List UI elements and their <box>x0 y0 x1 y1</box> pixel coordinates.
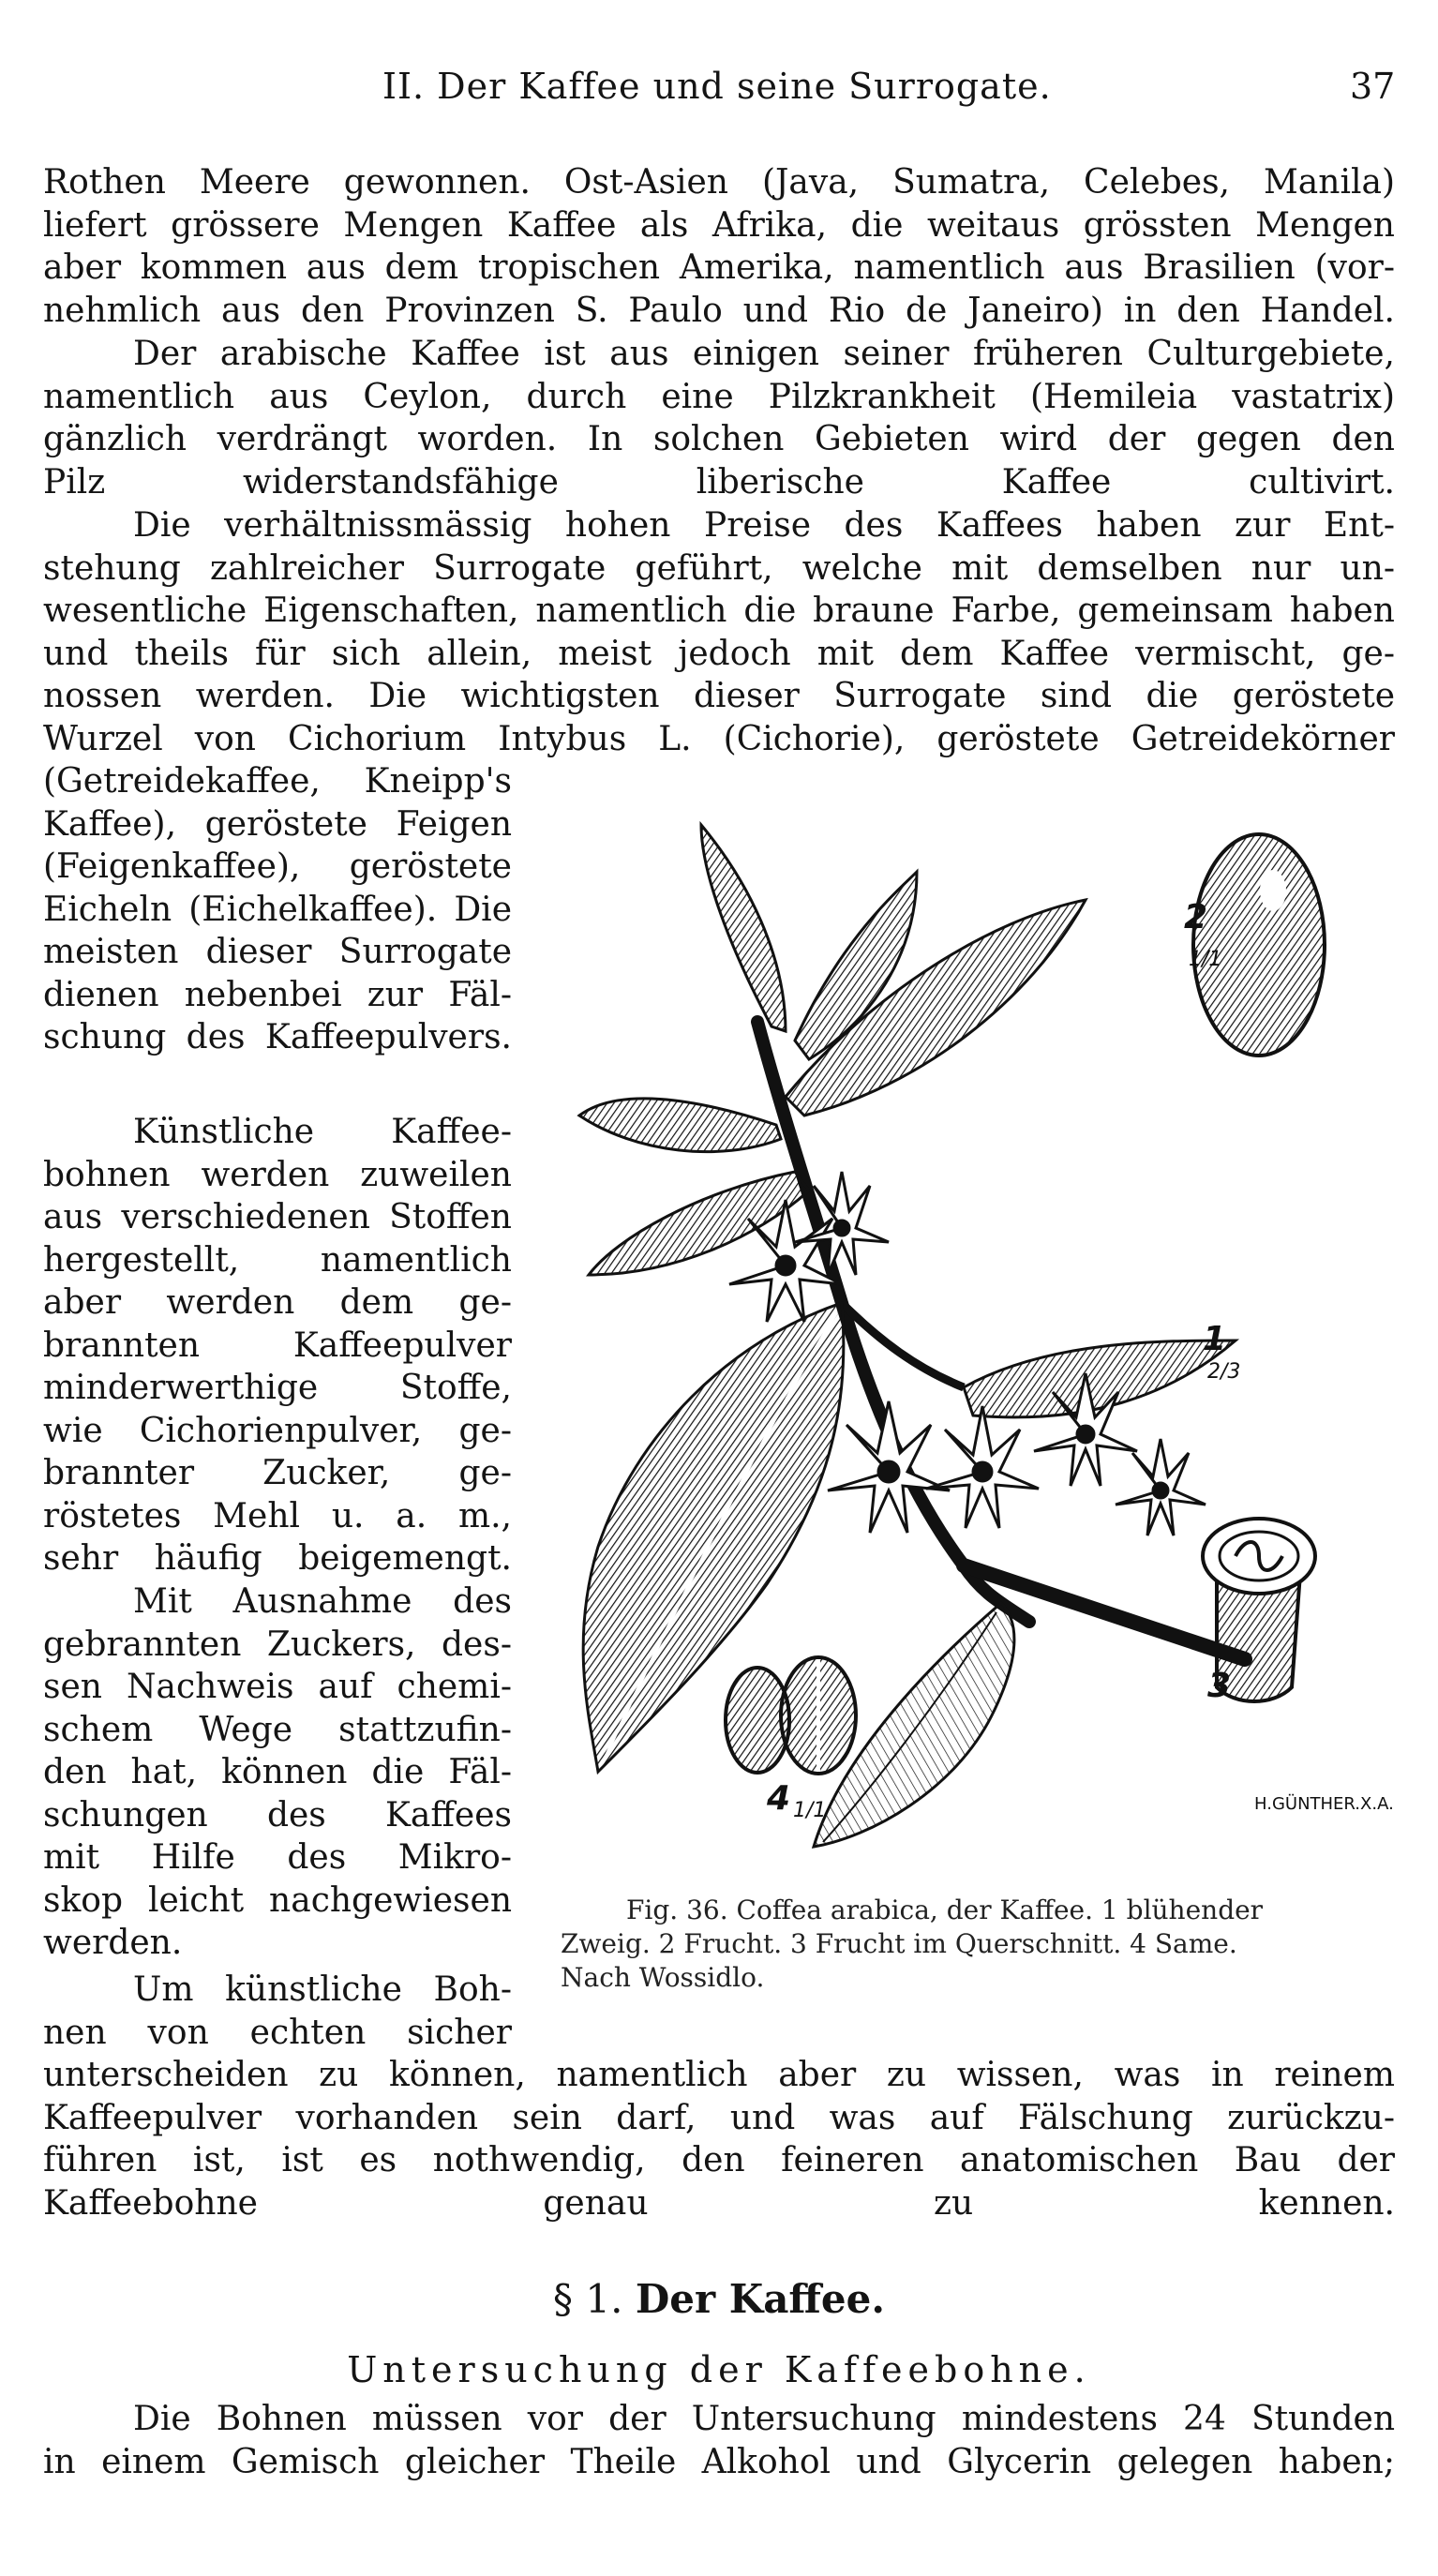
text-line: hergestellt, namentlich <box>43 1240 512 1280</box>
text-line: Die Bohnen müssen vor der Untersuchung mindestens 24 Stunden <box>133 2400 1395 2438</box>
fruit-whole <box>1193 834 1325 1056</box>
label-1-scale: 2/3 <box>1207 1360 1241 1384</box>
text-line: (Getreidekaffee, Kneipp's <box>43 762 512 801</box>
paragraph-6 <box>43 1969 512 2054</box>
label-4-scale: 1/1 <box>793 1799 827 1822</box>
text-line: mit Hilfe des Mikro- <box>43 1838 512 1877</box>
text-line: stehung zahlreicher Surrogate geführt, welche mit demselben nur un- <box>43 548 1395 588</box>
text-line: und theils für sich allein, meist jedoch mit dem Kaffee vermischt, ge- <box>43 634 1395 673</box>
text-line: in einem Gemisch gleicher Theile Alkohol und Glycerin gelegen haben; <box>43 2442 1395 2481</box>
text-line: schung des Kaffeepulvers. <box>43 1018 512 1056</box>
text-line: röstetes Mehl u. a. m., <box>43 1496 512 1535</box>
text-line: nen von echten sicher <box>43 2013 512 2052</box>
coffee-plant-engraving <box>561 816 1404 1875</box>
paragraph-2 <box>43 333 1395 503</box>
text-line: brannter Zucker, ge- <box>43 1454 512 1492</box>
text-line: Die verhältnissmässig hohen Preise des Kaffees haben zur Ent- <box>133 506 1395 545</box>
text-line: sehr häufig beigemengt. <box>43 1539 512 1578</box>
text-line: Künstliche Kaffee- <box>133 1113 512 1151</box>
text-line: Kaffeebohne genau zu kennen. <box>43 2183 1395 2223</box>
text-line: nehmlich aus den Provinzen S. Paulo und Rio de Janeiro) in den Handel. <box>43 291 1395 330</box>
text-line: Der arabische Kaffee ist aus einigen seiner früheren Culturgebiete, <box>133 335 1395 373</box>
text-line: bohnen werden zuweilen <box>43 1155 512 1194</box>
running-title: II. Der Kaffee und seine Surrogate. <box>382 66 1052 107</box>
section-number: § 1. <box>553 2276 623 2322</box>
label-4: 4 <box>767 1779 791 1818</box>
text-line: wesentliche Eigenschaften, namentlich die braune Farbe, gemeinsam haben <box>43 592 1395 630</box>
page-number: 37 <box>1350 66 1396 107</box>
text-line: gebrannten Zuckers, des- <box>43 1625 512 1664</box>
text-line: (Feigenkaffee), geröstete <box>43 847 512 886</box>
text-line: aus verschiedenen Stoffen <box>43 1198 512 1236</box>
text-line: gänzlich verdrängt worden. In solchen Gebieten wird der gegen den <box>43 420 1395 458</box>
text-line: führen ist, ist es nothwendig, den feineren anatomischen Bau der <box>43 2141 1395 2179</box>
text-line: brannten Kaffeepulver <box>43 1325 512 1365</box>
text-line: Rothen Meere gewonnen. Ost-Asien (Java, Sumatra, Celebes, Manila) <box>43 163 1395 202</box>
text-line: namentlich aus Ceylon, durch eine Pilzkrankheit (Hemileia vastatrix) <box>43 377 1395 416</box>
text-line: nossen werden. Die wichtigsten dieser Surrogate sind die geröstete <box>43 677 1395 715</box>
text-line: Mit Ausnahme des <box>133 1582 512 1621</box>
figure-caption <box>561 1894 1404 1995</box>
text-line: meisten dieser Surrogate <box>43 933 512 971</box>
label-2-scale: 1/1 <box>1189 948 1222 971</box>
text-line: aber kommen aus dem tropischen Amerika, namentlich aus Brasilien (vor- <box>43 248 1395 287</box>
text-line: den hat, können die Fäl- <box>43 1753 512 1791</box>
text-line: schungen des Kaffees <box>43 1795 512 1835</box>
paragraph-4 <box>43 1111 512 1580</box>
label-2: 2 <box>1184 898 1208 936</box>
label-3: 3 <box>1207 1667 1232 1705</box>
paragraph-1 <box>43 161 1395 332</box>
text-line: Pilz widerstandsfähige liberische Kaffee cultivirt. <box>43 462 1395 502</box>
paragraph-5 <box>43 1580 512 1965</box>
caption-line: Zweig. 2 Frucht. 3 Frucht im Querschnitt. 4 Same. <box>561 1928 1237 1959</box>
right-leaf <box>964 1340 1236 1417</box>
text-line: sen Nachweis auf chemi- <box>43 1668 512 1706</box>
text-line: Eicheln (Eichelkaffee). Die <box>43 890 512 929</box>
text-line: skop leicht nachgewiesen <box>43 1880 512 1920</box>
section-title: Der Kaffee. <box>635 2276 885 2322</box>
paragraph-7 <box>43 2398 1395 2483</box>
paragraph-3 <box>43 504 1395 760</box>
caption-line: Fig. 36. Coffea arabica, der Kaffee. 1 blühender <box>626 1895 1264 1925</box>
text-line: minderwerthige Stoffe, <box>43 1369 512 1407</box>
section-heading <box>0 2276 1438 2322</box>
paragraph-3-continued <box>43 760 512 1059</box>
text-line: Um künstliche Boh- <box>133 1970 512 2009</box>
text-line: wie Cichorienpulver, ge- <box>43 1411 512 1450</box>
running-head <box>0 66 1438 122</box>
section-subtitle: Untersuchung der Kaffeebohne. <box>347 2349 1091 2390</box>
coffee-plant-illustration <box>561 816 1404 1875</box>
caption-line: Nach Wossidlo. <box>561 1962 765 1993</box>
text-line: liefert grössere Mengen Kaffee als Afrika, die weitaus grössten Mengen <box>43 205 1395 245</box>
text-line: Kaffeepulver vorhanden sein darf, und was auf Fälschung zurückzu- <box>43 2098 1395 2137</box>
coffee-seeds <box>726 1657 856 1774</box>
text-line: dienen nebenbei zur Fäl- <box>43 975 512 1014</box>
label-1: 1 <box>1203 1320 1227 1358</box>
text-line: Kaffee), geröstete Feigen <box>43 804 512 844</box>
text-line: unterscheiden zu können, namentlich aber zu wissen, was in reinem <box>43 2056 1395 2094</box>
text-line: schem Wege stattzufin- <box>43 1710 512 1749</box>
text-line: Wurzel von Cichorium Intybus L. (Cichorie), geröstete Getreidekörner <box>43 719 1395 758</box>
paragraph-6-continued <box>43 2054 1395 2224</box>
text-line: aber werden dem ge- <box>43 1283 512 1322</box>
text-line: werden. <box>43 1924 183 1962</box>
artist-signature: H.GÜNTHER.X.A. <box>1254 1794 1394 1814</box>
